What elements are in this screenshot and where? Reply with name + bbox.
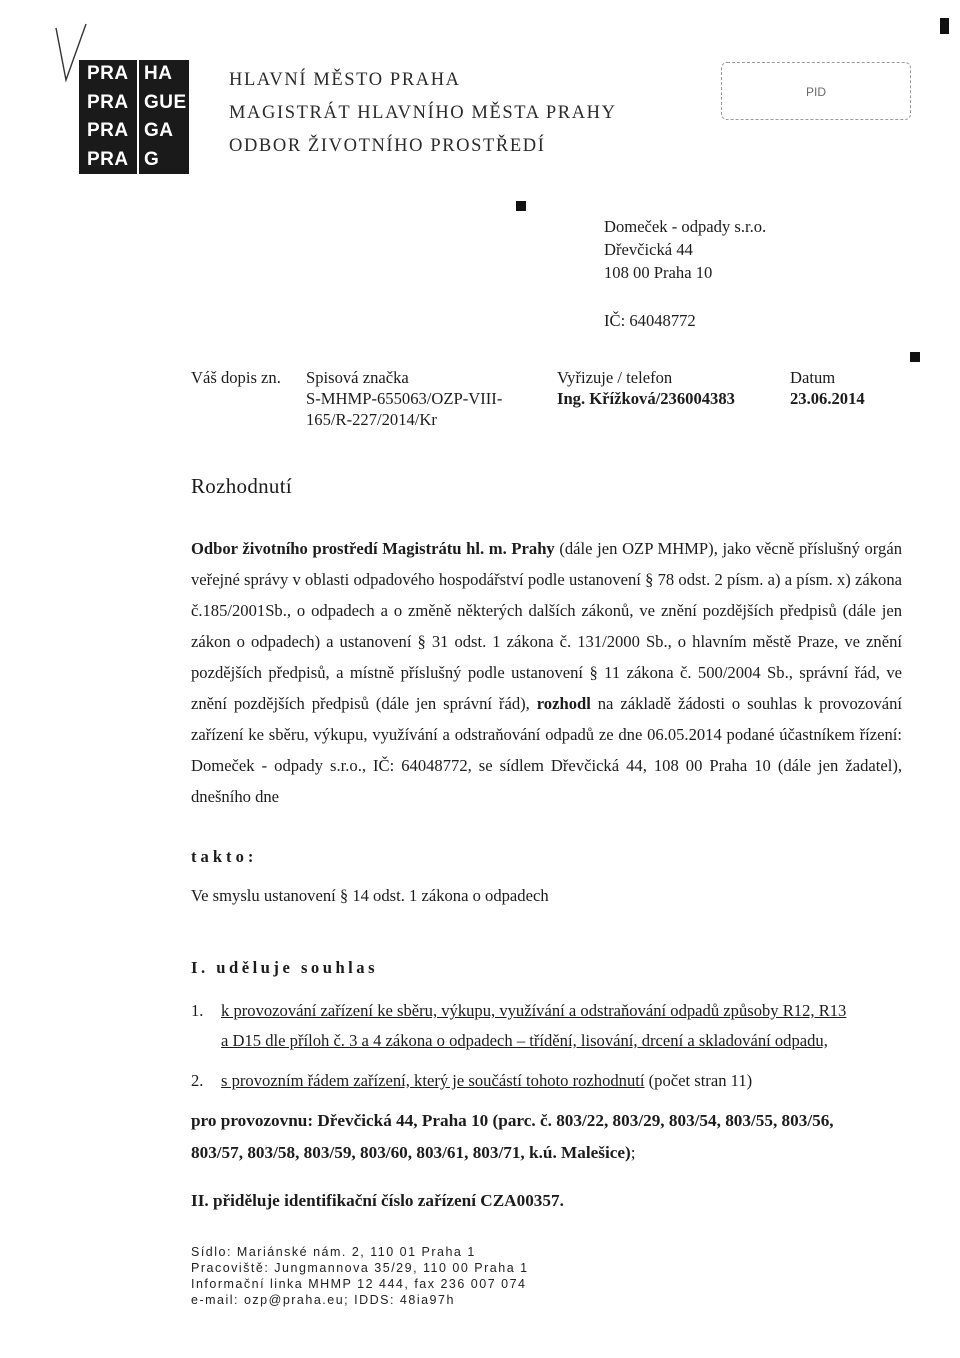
logo-cell: PRA bbox=[87, 91, 129, 113]
recipient-ic: IČ: 64048772 bbox=[604, 311, 696, 330]
recipient-name: Domeček - odpady s.r.o. bbox=[604, 217, 767, 236]
spisova-label: Spisová značka bbox=[306, 368, 409, 387]
vyrizuje-label: Vyřizuje / telefon bbox=[557, 368, 673, 387]
logo-cell: HA bbox=[137, 60, 189, 89]
footer-address: Sídlo: Mariánské nám. 2, 110 01 Praha 1 bbox=[191, 1245, 476, 1259]
logo-cell: G bbox=[137, 146, 189, 175]
pid-box bbox=[721, 62, 911, 120]
pid-label: PID bbox=[805, 85, 826, 99]
datum-value: 23.06.2014 bbox=[790, 389, 865, 408]
document-title: Rozhodnutí bbox=[191, 474, 292, 498]
section-1-title: I. uděluje souhlas bbox=[191, 958, 379, 977]
spisova-value: S-MHMP-655063/OZP-VIII- bbox=[306, 389, 503, 408]
recipient-street: Dřevčická 44 bbox=[604, 240, 693, 259]
provozovna-line: pro provozovnu: Dřevčická 44, Praha 10 (parc. č. 803/22, 803/29, 803/54, 803/55, 803/56, bbox=[191, 1111, 834, 1130]
provozovna-end: ; bbox=[630, 1143, 636, 1162]
intro-text: (dále jen OZP MHMP), jako věcně příslušný orgán veřejné správy v oblasti odpadového hospodářství podle ustanovení § 78 odst. 2 písm. a) a písm. x) zákona č.185/2001Sb., o odpadech a o změně některých dalších zákonů, ve znění pozdějších předpisů (dále jen zákon o odpadech) a ustanovení § 31 odst. 1 zákona č. 131/2000 Sb., o hlavním městě Praze, ve znění pozdějších předpisů, a místně příslušný podle ustanovení § 11 zákona č. 500/2004 Sb., správní řád, ve znění pozdějších předpisů (dále jen správní řád), bbox=[191, 539, 902, 713]
vas-dopis-label: Váš dopis zn. bbox=[191, 368, 281, 387]
praha-logo bbox=[79, 60, 189, 174]
item-2-number: 2. bbox=[191, 1071, 204, 1090]
intro-bold-rozhodl: rozhodl bbox=[536, 694, 591, 713]
logo-cell: PRA bbox=[87, 63, 129, 84]
item-1-number: 1. bbox=[191, 1001, 204, 1020]
logo-cell: PRA bbox=[87, 148, 129, 170]
marker-square bbox=[910, 352, 920, 362]
item-1-line: k provozování zařízení ke sběru, výkupu, využívání a odstraňování odpadů způsoby R12, R13 bbox=[221, 1001, 847, 1020]
logo-cell: GA bbox=[137, 117, 189, 146]
header-city: HLAVNÍ MĚSTO PRAHA bbox=[229, 70, 461, 90]
recipient-city: 108 00 Praha 10 bbox=[604, 263, 713, 282]
intro-bold-start: Odbor životního prostředí Magistrátu hl. m. Prahy bbox=[191, 539, 555, 558]
header-magistrate: MAGISTRÁT HLAVNÍHO MĚSTA PRAHY bbox=[229, 103, 617, 123]
provozovna-parcels: 803/57, 803/58, 803/59, 803/60, 803/61, 803/71, k.ú. Malešice) bbox=[191, 1143, 631, 1162]
footer-workplace: Pracoviště: Jungmannova 35/29, 110 00 Praha 1 bbox=[191, 1261, 529, 1275]
marker-square bbox=[516, 201, 526, 211]
item-2-underlined: s provozním řádem zařízení, který je součástí tohoto rozhodnutí bbox=[221, 1071, 645, 1090]
provozovna-line bbox=[191, 1142, 635, 1164]
logo-cell: PRA bbox=[87, 120, 129, 141]
datum-label: Datum bbox=[790, 368, 836, 387]
ve-smyslu-text: Ve smyslu ustanovení § 14 odst. 1 zákona o odpadech bbox=[191, 886, 549, 905]
takto-heading: takto: bbox=[191, 847, 258, 866]
marker-square bbox=[940, 18, 949, 34]
intro-paragraph bbox=[191, 533, 902, 812]
header-department: ODBOR ŽIVOTNÍHO PROSTŘEDÍ bbox=[229, 136, 546, 156]
spisova-value: 165/R-227/2014/Kr bbox=[306, 410, 437, 429]
footer-email: e-mail: ozp@praha.eu; IDDS: 48ia97h bbox=[191, 1293, 455, 1307]
section-2-text: II. přiděluje identifikační číslo zařízení CZA00357. bbox=[191, 1191, 564, 1210]
vyrizuje-value: Ing. Křížková/236004383 bbox=[557, 389, 735, 408]
logo-cell: GUE bbox=[137, 89, 189, 118]
item-2-line bbox=[221, 1070, 752, 1092]
item-1-line: a D15 dle příloh č. 3 a 4 zákona o odpadech – třídění, lisování, drcení a skladování odpadu, bbox=[221, 1031, 828, 1050]
item-2-rest: (počet stran 11) bbox=[644, 1071, 753, 1090]
intro-text: na základě žádosti o souhlas k provozování zařízení ke sběru, výkupu, využívání a odstraňování odpadů ze dne 06.05.2014 podané účastníkem řízení: Domeček - odpady s.r.o., IČ: 64048772, se sídlem Dřevčická 44, 108 00 Praha 10 (dále jen žadatel), dnešního dne bbox=[191, 694, 903, 806]
footer-infoline: Informační linka MHMP 12 444, fax 236 007 074 bbox=[191, 1277, 527, 1291]
